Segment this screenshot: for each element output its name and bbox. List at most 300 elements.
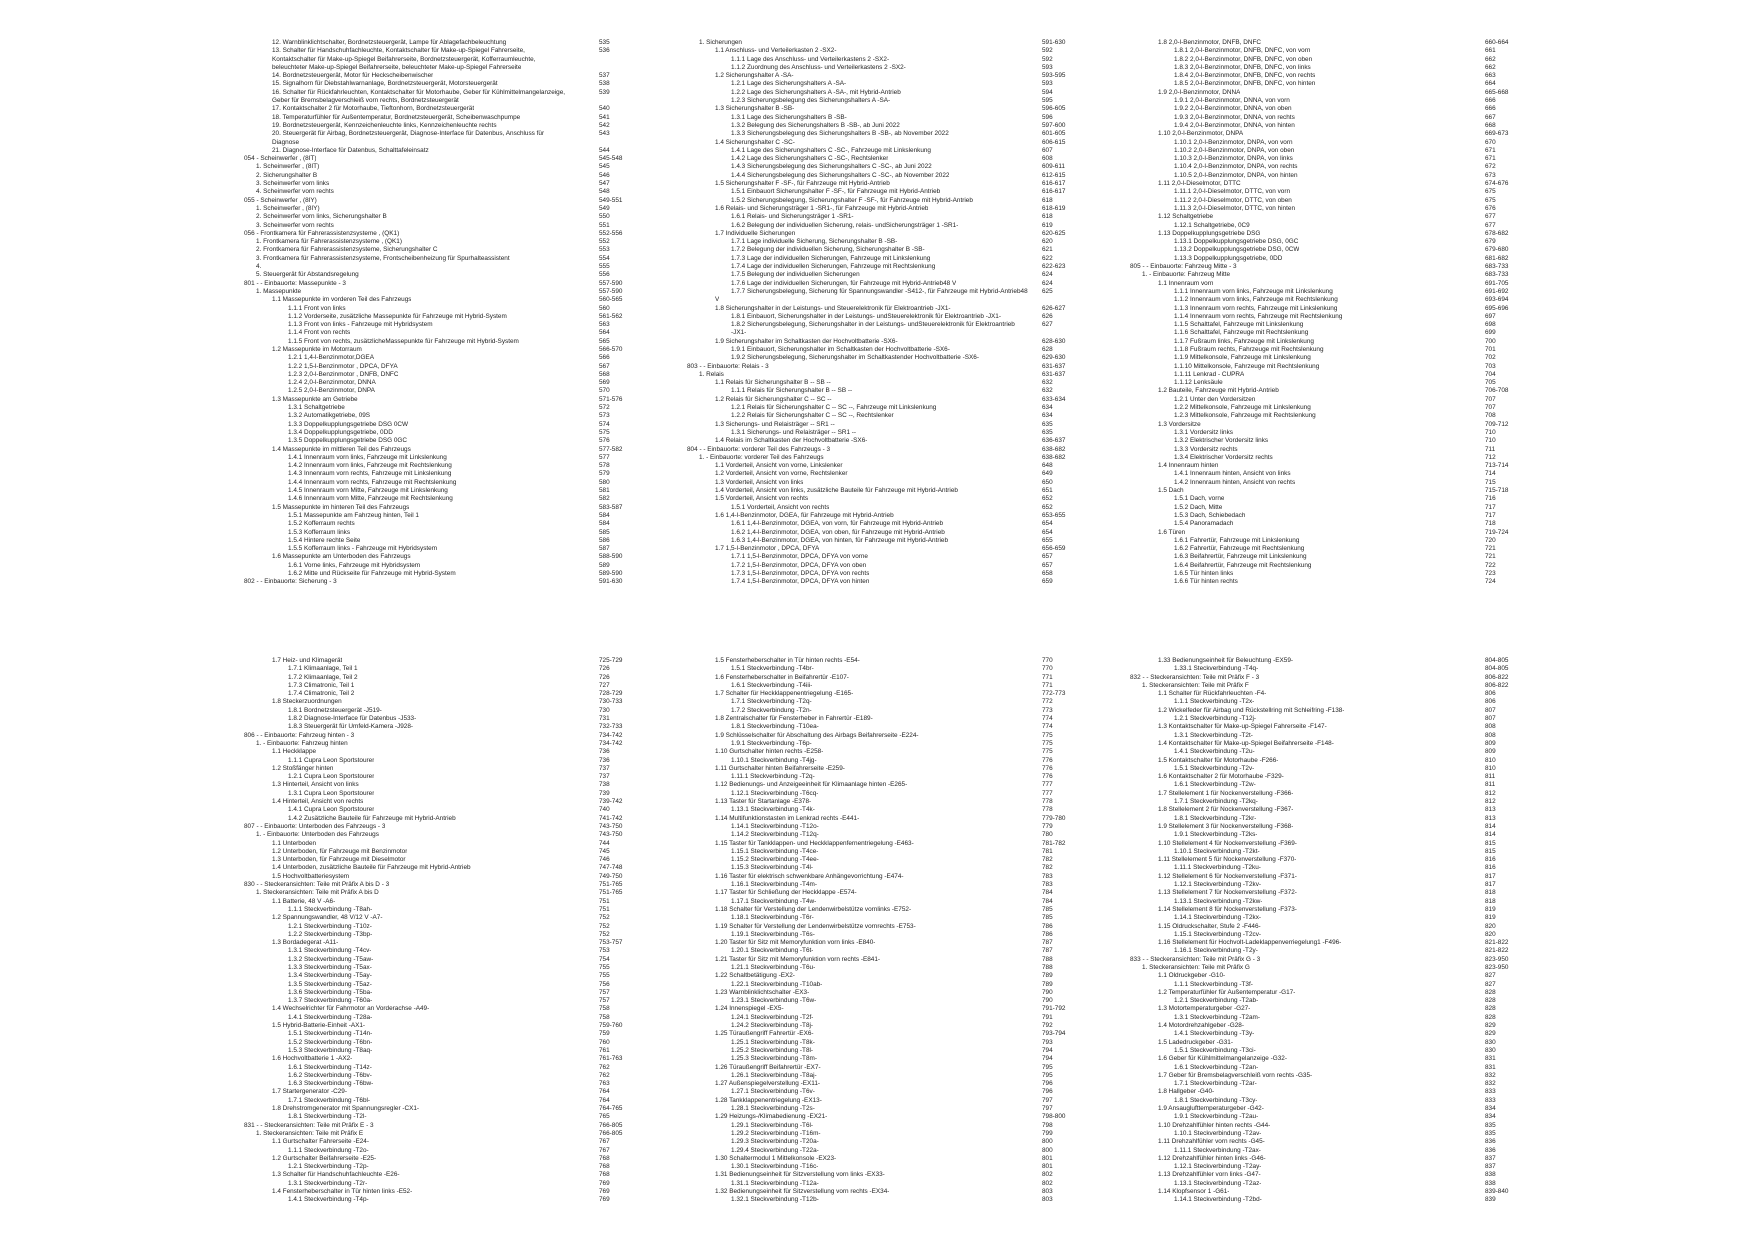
toc-entry: [687, 889, 1182, 897]
toc-entry-title: 1.4 Vorderteil, Ansicht von links, zusätzliche Bauteile für Fahrzeuge mit Hybrid-Antrieb: [715, 487, 958, 495]
toc-entry-title: 1.10 Drehzahlfühler hinten rechts -G44-: [1158, 1121, 1271, 1129]
toc-entry-title: 20. Steuergerät für Airbag, Bordnetzsteuergerät, Diagnose-Interface für Datenbus, Anschluss für: [272, 130, 545, 138]
toc-entry-title: 1.6.4 Beifahrertür, Fahrzeuge mit Rechtslenkung: [1174, 561, 1312, 569]
toc-entry-title: 1.25.2 Steckverbindung -T8l-: [731, 1046, 814, 1054]
toc-entry: [687, 338, 1182, 346]
toc-entry-title: 1.3.1 Vordersitz links: [1174, 428, 1233, 436]
toc-entry: [244, 313, 739, 321]
toc-entry-page: 609-611: [1042, 163, 1065, 171]
toc-entry-page: 675: [1485, 196, 1496, 204]
toc-entry-page: 798: [1042, 1121, 1053, 1129]
toc-entry: [244, 213, 739, 221]
toc-entry-page: 775: [1042, 731, 1053, 739]
toc-entry: [244, 881, 739, 889]
toc-entry-page: 670: [1485, 138, 1496, 146]
toc-entry: [244, 396, 739, 404]
toc-entry-title: 056 - Frontkamera für Fahrerassistenzsysteme , (QK1): [244, 229, 400, 237]
toc-entry-title: 1.2.1 Lage des Sicherungshalters A -SA-: [731, 80, 847, 88]
toc-entry-page: 780: [1042, 831, 1053, 839]
toc-entry-title: 1.2.3 Mittelkonsole, Fahrzeuge mit Rechtslenkung: [1174, 412, 1316, 420]
toc-entry-page: 751: [599, 897, 610, 905]
toc-entry-page: 573: [599, 412, 610, 420]
toc-entry-title: 1.3.2 Steckverbindung -T5aw-: [288, 955, 374, 963]
toc-entry: [1130, 947, 1625, 955]
toc-entry-title: 1.4.1 Steckverbindung -T2u-: [1174, 748, 1255, 756]
toc-entry-title: 1.15.2 Steckverbindung -T4ee-: [731, 856, 819, 864]
toc-entry-title: 4. Scheinwerfer vorn rechts: [256, 188, 334, 196]
toc-entry: [687, 487, 1182, 495]
toc-entry: [687, 757, 1182, 765]
toc-entry-page: 722: [1485, 561, 1496, 569]
toc-entry: [687, 1147, 1182, 1155]
toc-entry: [1130, 682, 1625, 690]
toc-entry-page: 751-765: [599, 881, 623, 889]
toc-entry: [687, 305, 1182, 313]
toc-entry-title: 1.20.1 Steckverbindung -T6t-: [731, 947, 814, 955]
toc-entry-page: 734-742: [599, 731, 623, 739]
toc-entry-title: 1.13 Drehzahlfühler vorn links -G47-: [1158, 1171, 1261, 1179]
toc-entry-page: 652: [1042, 503, 1053, 511]
toc-entry-title: 5. Steuergerät für Abstandsregelung: [256, 271, 359, 279]
toc-entry: [244, 873, 739, 881]
toc-entry: [687, 1113, 1182, 1121]
toc-entry: [687, 715, 1182, 723]
toc-entry: [687, 495, 1182, 503]
toc-entry: [244, 139, 739, 147]
toc-entry-title: 1.6.1 Steckverbindung -T14z-: [288, 1063, 372, 1071]
toc-entry: [687, 1072, 1182, 1080]
toc-entry-page: 660-664: [1485, 39, 1509, 46]
toc-entry-title: 17. Kontaktschalter 2 für Motorhaube, Tieftonhorn, Bordnetzsteuergerät: [272, 105, 475, 113]
toc-entry-title: 1.22 Schaltbetätigung -EX2-: [715, 972, 795, 980]
toc-entry-title: 1.29.3 Steckverbindung -T20a-: [731, 1138, 819, 1146]
toc-entry-page: 763: [599, 1080, 610, 1088]
toc-entry: [687, 773, 1182, 781]
toc-entry: [1130, 923, 1625, 931]
toc-entry-title: 1.7.5 Belegung der individuellen Sicherungen: [731, 271, 860, 279]
toc-entry-title: 1.4.1 Innenraum hinten, Ansicht von links: [1174, 470, 1291, 478]
toc-entry-title: 831 - - Steckeransichten: Teile mit Präfix E - 3: [244, 1121, 374, 1129]
toc-entry-page: 835: [1485, 1129, 1496, 1137]
toc-entry: [244, 487, 739, 495]
toc-entry: [687, 371, 1182, 379]
toc-entry-page: 695-696: [1485, 304, 1509, 312]
toc-entry-title: 1.28.1 Steckverbindung -T2s-: [731, 1105, 815, 1113]
toc-entry: [1130, 1155, 1625, 1163]
toc-entry-page: 806: [1485, 690, 1496, 698]
toc-entry-title: 1.1 Gurtschalter Fahrerseite -E24-: [272, 1138, 369, 1146]
toc-entry: [244, 1072, 739, 1080]
toc-entry: [1130, 798, 1625, 806]
toc-entry-page: 658: [1042, 570, 1053, 577]
toc-entry-page: 674-676: [1485, 180, 1509, 188]
toc-entry-title: 1.10.5 2,0-l-Benzinmotor, DNPA, von hinten: [1174, 171, 1298, 179]
toc-entry: [244, 39, 739, 47]
toc-entry-page: 625: [1042, 287, 1053, 295]
toc-entry-page: 823-950: [1485, 963, 1509, 971]
toc-entry-title: 1.13.1 Doppelkupplungsgetriebe DSG, 0GC: [1174, 238, 1299, 246]
toc-entry-title: 1.3.1 Lage des Sicherungshalters B -SB-: [731, 113, 847, 121]
toc-entry-page: 808: [1485, 731, 1496, 739]
toc-entry-title: 1.3.1 Steckverbindung -T2t-: [1174, 731, 1253, 739]
toc-entry-page: 536: [599, 47, 610, 55]
toc-entry: [1130, 454, 1625, 462]
toc-entry-title: 1.7.4 Climatronic, Teil 2: [288, 690, 355, 698]
toc-entry: [244, 155, 739, 163]
toc-entry-title: 1.9.2 Sicherungsbelegung, Sicherungshalter im Schaltkastender Hochvoltbatterie -SX6-: [731, 354, 979, 362]
toc-entry: [244, 147, 739, 155]
toc-entry-page: 789: [1042, 972, 1053, 980]
toc-entry-page: 834: [1485, 1105, 1496, 1113]
toc-entry: [244, 1055, 739, 1063]
toc-entry-title: 1.7.1 1,5-l-Benzinmotor, DPCA, DFYA von vorne: [731, 553, 868, 561]
toc-entry: [244, 1014, 739, 1022]
toc-entry-page: 786: [1042, 930, 1053, 938]
toc-entry-title: 1.7 Schalter für Heckklappenentriegelung -E165-: [715, 690, 854, 698]
toc-entry: [687, 798, 1182, 806]
toc-entry-page: 597-600: [1042, 121, 1066, 129]
toc-entry-page: 762: [599, 1063, 610, 1071]
toc-entry: [1130, 429, 1625, 437]
toc-entry-page: 778: [1042, 806, 1053, 814]
toc-entry: [687, 1163, 1182, 1171]
toc-entry: [1130, 665, 1625, 673]
toc-entry-title: 1.31 Bedienungseinheit für Sitzverstellung vorn links -EX33-: [715, 1171, 885, 1179]
toc-entry-page: 745: [599, 847, 610, 855]
toc-entry-page: 631-637: [1042, 370, 1066, 378]
toc-entry-page: 540: [599, 105, 610, 113]
toc-entry-page: 626-627: [1042, 304, 1066, 312]
toc-entry-title: 1.2.2 Steckverbindung -T3bp-: [288, 930, 373, 938]
toc-entry: [244, 446, 739, 454]
toc-entry-title: 1.5.2 Steckverbindung -T6bn-: [288, 1038, 373, 1046]
toc-entry-page: 793-794: [1042, 1030, 1066, 1038]
toc-entry-page: 806-822: [1485, 673, 1509, 681]
toc-entry: [244, 537, 739, 545]
toc-entry: [244, 898, 739, 906]
toc-entry-title: 4.: [256, 263, 262, 271]
toc-entry-page: 679: [1485, 238, 1496, 246]
toc-entry: [687, 1138, 1182, 1146]
toc-entry: [244, 280, 739, 288]
toc-entry: [1130, 1188, 1625, 1196]
toc-entry: [244, 305, 739, 313]
toc-entry-page: 555: [599, 263, 610, 271]
toc-entry: [1130, 1113, 1625, 1121]
toc-entry-title: 1.5.2 Kofferraum rechts: [288, 520, 355, 528]
toc-entry-title: 1.2.4 2,0-l-Benzinmotor, DNNA: [288, 379, 376, 387]
toc-entry-page: 571-576: [599, 395, 623, 403]
toc-entry: [687, 64, 1182, 72]
toc-entry-page: 710: [1485, 428, 1496, 436]
toc-entry-title: 1.1.2 Vorderseite, zusätzliche Massepunkte für Fahrzeuge mit Hybrid-System: [288, 312, 507, 320]
toc-entry-title: 1.18.1 Steckverbindung -T6r-: [731, 914, 814, 922]
toc-entry-title: 2. Sicherungshalter B: [256, 171, 318, 179]
toc-entry-page: 764-765: [599, 1105, 623, 1113]
toc-entry-page: 766-805: [599, 1129, 623, 1137]
toc-entry: [244, 1030, 739, 1038]
toc-entry-page: 759-760: [599, 1022, 623, 1030]
toc-entry-title: 1.8.1 2,0-l-Benzinmotor, DNFB, DNFC, von vorn: [1174, 47, 1311, 55]
toc-entry-page: 691-692: [1485, 287, 1509, 295]
toc-entry-page: 815: [1485, 839, 1496, 847]
toc-entry-page: 720: [1485, 536, 1496, 544]
toc-entry: [687, 1047, 1182, 1055]
toc-entry: [1130, 732, 1625, 740]
toc-entry-page: 708: [1485, 412, 1496, 420]
toc-entry-title: 1.4 Innenraum hinten: [1158, 462, 1219, 470]
toc-entry: [244, 798, 739, 806]
toc-entry: [1130, 1196, 1625, 1204]
toc-entry-title: -JX1-: [731, 329, 747, 337]
toc-entry-page: 606-615: [1042, 138, 1066, 146]
toc-entry-page: 818: [1485, 897, 1496, 905]
toc-entry-page: 593-595: [1042, 72, 1066, 80]
toc-entry: [687, 1171, 1182, 1179]
toc-entry: [1130, 379, 1625, 387]
toc-entry-title: 1.25.3 Steckverbindung -T8m-: [731, 1055, 817, 1063]
toc-entry-title: 1.10.3 2,0-l-Benzinmotor, DNPA, von links: [1174, 155, 1293, 163]
toc-entry-page: 784: [1042, 889, 1053, 897]
toc-entry: [1130, 657, 1625, 665]
toc-entry-title: 1.9.1 Einbauort, Sicherungshalter im Schaltkasten der Hochvoltbatterie -SX6-: [731, 345, 950, 353]
toc-entry-page: 676: [1485, 204, 1496, 212]
toc-entry: [244, 163, 739, 171]
toc-entry-page: 769: [599, 1188, 610, 1195]
toc-entry-title: 1.21 Taster für Sitz mit Memoryfunktion vorn rechts -E841-: [715, 955, 881, 963]
toc-entry-page: 754: [599, 955, 610, 963]
toc-entry: [687, 412, 1182, 420]
toc-entry-title: 1.9.1 Steckverbindung -T2au-: [1174, 1113, 1259, 1121]
toc-entry: [244, 479, 739, 487]
toc-entry-title: 1.12 Stellelement 6 für Nockenverstellung -F371-: [1158, 872, 1297, 880]
toc-entry: [244, 707, 739, 715]
toc-entry: [1130, 1064, 1625, 1072]
toc-entry: [1130, 520, 1625, 528]
toc-entry: [244, 89, 739, 97]
toc-entry-page: 624: [1042, 279, 1053, 287]
toc-entry: [687, 130, 1182, 138]
toc-entry-title: 1.8.2 2,0-l-Benzinmotor, DNFB, DNFC, von oben: [1174, 55, 1313, 63]
toc-entry-page: 814: [1485, 831, 1496, 839]
toc-entry-page: 792: [1042, 1022, 1053, 1030]
toc-entry-page: 726: [599, 665, 610, 673]
toc-entry-page: 712: [1485, 453, 1496, 461]
toc-entry-page: 631-637: [1042, 362, 1066, 370]
toc-entry-page: 752: [599, 914, 610, 922]
toc-entry-page: 648: [1042, 462, 1053, 470]
toc-entry-title: 1.1.3 Front von links - Fahrzeuge mit Hybridsystem: [288, 321, 433, 329]
toc-entry: [1130, 197, 1625, 205]
toc-entry-page: 715: [1485, 478, 1496, 486]
toc-entry-page: 678-682: [1485, 229, 1509, 237]
toc-entry: [244, 105, 739, 113]
toc-entry: [687, 939, 1182, 947]
toc-entry: [1130, 321, 1625, 329]
toc-entry: [1130, 1180, 1625, 1188]
toc-entry-title: 1.3 Massepunkte am Getriebe: [272, 395, 358, 403]
toc-entry: [244, 906, 739, 914]
toc-entry: [244, 172, 739, 180]
toc-entry-title: 1.6.2 Belegung der individuellen Sicherung, relais- undSicherungsträger 1 -SR1-: [731, 221, 959, 229]
toc-entry-title: 1.5 Hybrid-Batterie-Einheit -AX1-: [272, 1022, 366, 1030]
toc-entry: [244, 748, 739, 756]
toc-entry-page: 777: [1042, 781, 1053, 789]
toc-entry: [687, 470, 1182, 478]
toc-entry-page: 838: [1485, 1171, 1496, 1179]
toc-entry-page: 807: [1485, 715, 1496, 723]
toc-entry-title: 1.8 Zentralschalter für Fensterheber in Fahrertür -E189-: [715, 715, 873, 723]
toc-entry: [1130, 873, 1625, 881]
toc-entry-title: 1.26.1 Steckverbindung -T8aj-: [731, 1071, 817, 1079]
toc-entry-page: 762: [599, 1071, 610, 1079]
toc-entry-title: 1.3.1 Steckverbindung -T2r-: [288, 1179, 368, 1187]
toc-entry-page: 668: [1485, 121, 1496, 129]
toc-entry-title: 1.11 2,0-l-Dieselmotor, DTTC: [1158, 180, 1241, 188]
toc-entry-title: 1.2 Massepunkte im Motorraum: [272, 345, 362, 353]
toc-entry: [687, 72, 1182, 80]
toc-entry: [1130, 72, 1625, 80]
toc-entry-title: 1.2 Stoßfänger hinten: [272, 764, 334, 772]
toc-entry: [244, 923, 739, 931]
toc-entry: [1130, 421, 1625, 429]
toc-entry-page: 666: [1485, 97, 1496, 105]
toc-entry: [1130, 981, 1625, 989]
toc-entry-page: 757: [599, 988, 610, 996]
toc-entry-page: 683-733: [1485, 263, 1509, 271]
toc-entry-page: 538: [599, 80, 610, 88]
toc-entry: [244, 578, 739, 586]
toc-entry-page: 818: [1485, 889, 1496, 897]
toc-entry: [687, 147, 1182, 155]
toc-entry-page: 769: [599, 1179, 610, 1187]
toc-entry-title: 1.10.1 Steckverbindung -T2av-: [1174, 1129, 1262, 1137]
toc-entry: [687, 690, 1182, 698]
toc-entry-page: 650: [1042, 478, 1053, 486]
toc-entry-title: 2. Scheinwerfer vorn links, Sicherungshalter B: [256, 213, 387, 221]
toc-entry-page: 568: [599, 370, 610, 378]
toc-entry-title: 1.1 Innenraum vorn: [1158, 279, 1214, 287]
toc-entry-title: 1.12.1 Steckverbindung -T2kv-: [1174, 881, 1262, 889]
toc-entry: [687, 280, 1182, 288]
toc-entry-title: 1.4.4 Sicherungsbelegung des Sicherungshalters C -SC-, ab November 2022: [731, 171, 950, 179]
toc-entry-title: 1.7 Stellelement 1 für Nockenverstellung -F366-: [1158, 789, 1294, 797]
toc-entry-title: 1.2.1 Steckverbindung -T2ab-: [1174, 997, 1259, 1005]
toc-entry-title: 1.9 2,0-l-Benzinmotor, DNNA: [1158, 88, 1241, 96]
toc-entry: [687, 47, 1182, 55]
toc-entry-page: 564: [599, 329, 610, 337]
toc-entry-title: 1.3 Hinterteil, Ansicht von links: [272, 781, 359, 789]
toc-entry: [687, 989, 1182, 997]
toc-entry: [1130, 246, 1625, 254]
toc-entry: [1130, 781, 1625, 789]
toc-entry: [244, 889, 739, 897]
toc-entry-page: 551: [599, 221, 610, 229]
toc-entry-title: 1.6 Massepunkte am Unterboden des Fahrzeugs: [272, 553, 411, 561]
toc-entry: [687, 1088, 1182, 1096]
toc-entry-page: 587: [599, 545, 610, 553]
toc-entry-title: 1.4.2 Lage des Sicherungshalters C -SC-, Rechtslenker: [731, 155, 889, 163]
toc-entry-title: 1.4.4 Innenraum vorn rechts, Fahrzeuge mit Rechtslenkung: [288, 478, 457, 486]
toc-entry-page: 552-556: [599, 229, 623, 237]
toc-entry: [244, 437, 739, 445]
toc-entry: [1130, 1022, 1625, 1030]
toc-entry-title: 1.9 Sicherungshalter im Schaltkasten der Hochvoltbatterie -SX6-: [715, 337, 898, 345]
toc-entry-page: 828: [1485, 997, 1496, 1005]
toc-entry: [244, 856, 739, 864]
toc-column-bottom-2: [687, 657, 1182, 1205]
toc-entry-title: 054 - Scheinwerfer , (8IT): [244, 155, 317, 163]
toc-entry-title: 1.14.1 Steckverbindung -T2bd-: [1174, 1196, 1262, 1204]
toc-entry-title: 1.9 Stellelement 3 für Nockenverstellung -F368-: [1158, 822, 1294, 830]
toc-entry-page: 810: [1485, 756, 1496, 764]
toc-entry: [1130, 271, 1625, 279]
toc-entry-page: 537: [599, 72, 610, 80]
toc-entry-title: Geber für Bremsbelagverschleiß vorn rechts, Bordnetzsteuergerät: [272, 97, 459, 105]
toc-entry-title: 1.2.1 Steckverbindung -T10z-: [288, 922, 372, 930]
toc-entry-title: 1.8 2,0-l-Benzinmotor, DNFB, DNFC: [1158, 39, 1261, 46]
toc-entry: [687, 97, 1182, 105]
toc-entry: [687, 446, 1182, 454]
toc-entry-title: 15. Signalhorn für Diebstahlwarnanlage, Bordnetzsteuergerät, Motorsteuergerät: [272, 80, 498, 88]
toc-entry-page: 781: [1042, 847, 1053, 855]
toc-entry-page: 793: [1042, 1038, 1053, 1046]
toc-entry-title: 1.1.4 Front von rechts: [288, 329, 351, 337]
toc-entry-title: 1. Scheinwerfer , (8IT): [256, 163, 320, 171]
toc-entry: [244, 740, 739, 748]
toc-entry-page: 802: [1042, 1179, 1053, 1187]
toc-entry-page: 601-605: [1042, 130, 1066, 138]
toc-entry-title: 1.28 Tankklappenentriegelung -EX13-: [715, 1096, 822, 1104]
toc-entry-page: 655: [1042, 536, 1053, 544]
toc-entry: [1130, 404, 1625, 412]
toc-entry-page: 671: [1485, 155, 1496, 163]
toc-entry-title: 1.29.4 Steckverbindung -T22a-: [731, 1146, 819, 1154]
toc-entry: [1130, 806, 1625, 814]
toc-entry: [687, 873, 1182, 881]
toc-entry-page: 566-570: [599, 345, 623, 353]
toc-entry-page: 698: [1485, 321, 1496, 329]
toc-entry-title: 1.1.11 Lenkrad - CUPRA: [1174, 370, 1245, 378]
toc-entry-page: 833: [1485, 1096, 1496, 1104]
toc-entry: [1130, 931, 1625, 939]
toc-entry-title: 1.6 Fensterheberschalter in Beifahrertür -E107-: [715, 673, 849, 681]
toc-entry: [244, 1147, 739, 1155]
toc-entry: [244, 1088, 739, 1096]
toc-entry: [1130, 997, 1625, 1005]
toc-entry-title: 1.11.1 Steckverbindung -T2q-: [731, 773, 815, 781]
toc-entry-page: 662: [1485, 55, 1496, 63]
toc-entry: [687, 1030, 1182, 1038]
toc-entry-title: 805 - - Einbauorte: Fahrzeug Mitte - 3: [1130, 263, 1237, 271]
toc-entry: [1130, 130, 1625, 138]
toc-entry-title: 1.7 Geber für Bremsbelagverschleiß vorn rechts -G35-: [1158, 1071, 1313, 1079]
toc-entry-page: 709-712: [1485, 420, 1509, 428]
toc-entry-page: 787: [1042, 939, 1053, 947]
toc-entry-title: 1.11 Stellelement 5 für Nockenverstellung -F370-: [1158, 856, 1297, 864]
toc-entry-title: 14. Bordnetzsteuergerät, Motor für Heckscheibenwischer: [272, 72, 434, 80]
toc-entry-page: 539: [599, 88, 610, 96]
toc-entry: [1130, 914, 1625, 922]
toc-entry-page: 739-742: [599, 798, 623, 806]
toc-entry: [244, 1064, 739, 1072]
toc-entry-page: 768: [599, 1171, 610, 1179]
toc-entry-page: 741-742: [599, 814, 623, 822]
toc-entry-title: 1.5 Massepunkte im hinteren Teil des Fahrzeugs: [272, 503, 410, 511]
toc-entry-title: 1.2.2 Relais für Sicherungshalter C -- SC --, Rechtslenker: [731, 412, 894, 420]
toc-entry: [1130, 462, 1625, 470]
toc-entry: [1130, 213, 1625, 221]
